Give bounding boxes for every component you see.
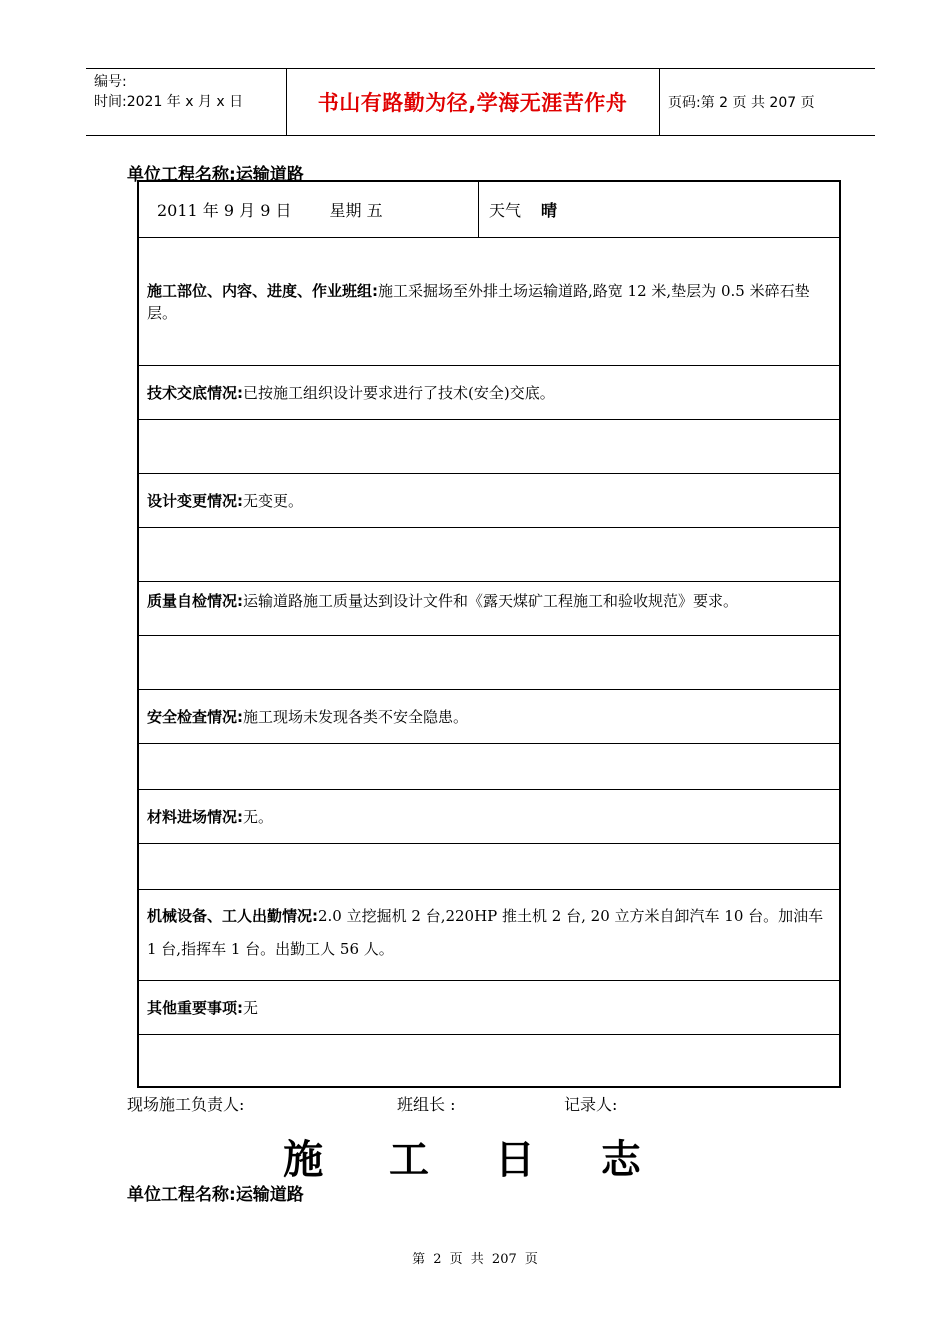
entry-label: 材料进场情况: — [147, 808, 243, 826]
entry-value: 无变更。 — [243, 492, 304, 510]
weather-label: 天气 — [489, 201, 522, 220]
log-row-quality-check — [139, 581, 839, 635]
entry-work-content — [147, 280, 835, 324]
signature-site-manager: 现场施工负责人: — [127, 1095, 245, 1114]
header-page-info: 页码:第 2 页 共 207 页 — [668, 95, 815, 111]
date-cell — [139, 182, 479, 237]
header-meta — [94, 72, 243, 112]
page-title: 施 工 日 志 — [283, 1137, 667, 1183]
signature-recorder: 记录人: — [564, 1095, 618, 1114]
log-row-work-content — [139, 237, 839, 365]
unit-name-value: 运输道路 — [235, 165, 304, 185]
unit-name-value: 运输道路 — [235, 1185, 304, 1205]
weather-value: 晴 — [541, 201, 558, 220]
header-motto: 书山有路勤为径,学海无涯苦作舟 — [317, 91, 628, 115]
entry-value: 施工采掘场至外排土场运输道路,路宽 12 米,垫层为 0.5 米碎石垫层。 — [147, 282, 810, 322]
log-row-blank — [139, 843, 839, 889]
unit-name-label: 单位工程名称: — [127, 1185, 236, 1205]
header-divider-right — [659, 68, 660, 136]
entry-label: 质量自检情况: — [147, 592, 243, 610]
entry-equipment-attendance — [147, 900, 835, 966]
entry-value: 已按施工组织设计要求进行了技术(安全)交底。 — [243, 384, 555, 402]
log-row-equipment-attendance — [139, 889, 839, 980]
entry-label: 机械设备、工人出勤情况: — [147, 907, 318, 925]
log-row-design-change — [139, 473, 839, 527]
unit-name-bottom — [127, 1180, 304, 1205]
log-row-blank — [139, 527, 839, 581]
entry-other-matters — [147, 997, 835, 1019]
page-header — [86, 68, 875, 136]
serial-label: 编号: — [94, 74, 127, 90]
entry-value: 无 — [243, 999, 259, 1017]
entry-label: 施工部位、内容、进度、作业班组: — [147, 282, 379, 300]
construction-log-table — [137, 180, 841, 1088]
entry-quality-check — [147, 590, 835, 612]
entry-tech-briefing — [147, 382, 835, 404]
log-row-blank — [139, 419, 839, 473]
entry-materials — [147, 806, 835, 828]
entry-design-change — [147, 490, 835, 512]
entry-value: 2.0 立挖掘机 2 台,220HP 推土机 2 台, 20 立方米自卸汽车 10 台。加油车 1 台,指挥车 1 台。出勤工人 56 人。 — [147, 907, 824, 958]
entry-value: 无。 — [243, 808, 274, 826]
log-row-materials — [139, 789, 839, 843]
entry-label: 其他重要事项: — [147, 999, 243, 1017]
log-row-blank — [139, 1034, 839, 1086]
weather-cell — [479, 182, 849, 237]
signature-team-leader: 班组长 : — [397, 1095, 456, 1114]
entry-safety-check — [147, 706, 835, 728]
log-row-tech-briefing — [139, 365, 839, 419]
unit-name-label: 单位工程名称: — [127, 165, 236, 185]
date-weather-row — [139, 182, 839, 237]
log-date: 2011 年 9 月 9 日 — [157, 201, 292, 220]
entry-value: 施工现场未发现各类不安全隐患。 — [243, 708, 469, 726]
log-row-other-matters — [139, 980, 839, 1034]
entry-label: 技术交底情况: — [147, 384, 243, 402]
log-weekday: 星期 五 — [329, 201, 383, 220]
page-footer: 第 2 页 共 207 页 — [412, 1252, 538, 1267]
time-label: 时间:2021 年 x 月 x 日 — [94, 94, 244, 110]
log-row-blank — [139, 743, 839, 789]
log-row-safety-check — [139, 689, 839, 743]
entry-label: 设计变更情况: — [147, 492, 243, 510]
entry-value: 运输道路施工质量达到设计文件和《露天煤矿工程施工和验收规范》要求。 — [243, 592, 739, 610]
entry-label: 安全检查情况: — [147, 708, 243, 726]
log-row-blank — [139, 635, 839, 689]
